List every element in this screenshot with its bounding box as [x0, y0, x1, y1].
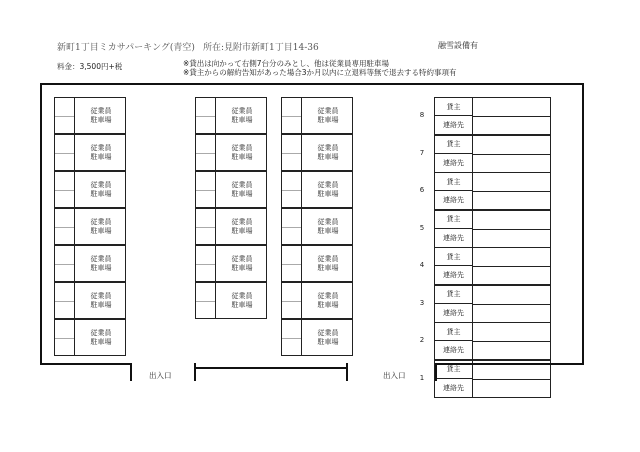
employee-bay-label-line1: 従業員: [317, 143, 339, 152]
bay-stub: [196, 209, 216, 244]
employee-bay-label-line1: 従業員: [90, 291, 112, 300]
employee-bay-label-line2: 駐車場: [90, 152, 112, 161]
employee-bay-label: [308, 292, 348, 310]
employee-bay-label-line1: 従業員: [317, 328, 339, 337]
terms-note-1: ※貸出は向かって右側7台分のみとし、他は従業員専用駐車場: [183, 59, 390, 68]
employee-bay-label-line2: 駐車場: [231, 226, 253, 235]
gate-post-center-left: [194, 363, 196, 381]
bay-stub-divider: [196, 301, 215, 302]
employee-bay-label: [81, 181, 121, 199]
employee-bay-label: [308, 144, 348, 162]
bay-stub-divider: [196, 227, 215, 228]
employee-bay-label-line1: 従業員: [90, 254, 112, 263]
employee-parking-bay: [195, 245, 267, 282]
bay-stub: [55, 283, 75, 318]
terms-note-2: ※貸主からの解約告知があった場合3か月以内に立退料等無で退去する特約事項有: [183, 68, 457, 77]
rental-parking-bay: [434, 210, 551, 248]
employee-bay-label: [222, 292, 262, 310]
bay-stub-divider: [282, 301, 301, 302]
rental-bay-divider: [473, 266, 550, 267]
rental-contact-label: 連絡先: [435, 304, 473, 322]
rental-bay-divider: [473, 379, 550, 380]
employee-bay-label: [81, 107, 121, 125]
rental-contact-label: 連絡先: [435, 266, 473, 284]
employee-bay-label-line1: 従業員: [90, 328, 112, 337]
bay-stub: [282, 246, 302, 281]
employee-bay-label-line2: 駐車場: [317, 189, 339, 198]
employee-bay-label: [222, 107, 262, 125]
employee-bay-label: [308, 107, 348, 125]
bay-stub: [55, 246, 75, 281]
employee-parking-bay: [54, 208, 126, 245]
rental-parking-bay: [434, 285, 551, 323]
employee-bay-label-line1: 従業員: [90, 106, 112, 115]
bay-stub: [55, 209, 75, 244]
boundary-wall-center: [194, 367, 348, 369]
lot-title: 新町1丁目ミカサパーキング(青空): [57, 43, 195, 53]
fee-text: 料金：3,500円+税: [57, 62, 123, 71]
employee-bay-label-line2: 駐車場: [231, 189, 253, 198]
employee-bay-label-line2: 駐車場: [317, 152, 339, 161]
bay-stub-divider: [282, 116, 301, 117]
employee-bay-label: [222, 144, 262, 162]
bay-stub-divider: [282, 338, 301, 339]
bay-stub: [196, 135, 216, 170]
rental-parking-bay: [434, 135, 551, 173]
gate-post-right: [435, 363, 437, 381]
employee-bay-label-line1: 従業員: [231, 217, 253, 226]
employee-bay-label: [222, 255, 262, 273]
employee-bay-label-line2: 駐車場: [231, 263, 253, 272]
employee-bay-label: [81, 292, 121, 310]
rental-bay-divider: [473, 341, 550, 342]
employee-bay-label-line1: 従業員: [317, 106, 339, 115]
employee-bay-label-line1: 従業員: [231, 291, 253, 300]
bay-stub-divider: [55, 190, 74, 191]
employee-bay-label-line1: 従業員: [231, 180, 253, 189]
bay-stub: [196, 283, 216, 318]
exit-right-label: 出入口: [383, 371, 406, 380]
rental-contact-label: 連絡先: [435, 191, 473, 209]
employee-bay-label-line1: 従業員: [317, 254, 339, 263]
rental-contact-label: 連絡先: [435, 116, 473, 134]
rental-contact-label: 連絡先: [435, 154, 473, 172]
employee-bay-label-line1: 従業員: [90, 217, 112, 226]
exit-left-label: 出入口: [149, 371, 172, 380]
employee-bay-label-line2: 駐車場: [317, 337, 339, 346]
bay-stub: [55, 320, 75, 355]
employee-bay-label-line1: 従業員: [317, 291, 339, 300]
rental-bay-number: 3: [419, 298, 425, 307]
rental-owner-label: 貸主: [435, 361, 473, 379]
employee-parking-bay: [195, 282, 267, 319]
employee-bay-label-line2: 駐車場: [317, 300, 339, 309]
employee-parking-bay: [281, 319, 353, 356]
employee-bay-label: [222, 181, 262, 199]
employee-parking-bay: [195, 208, 267, 245]
bay-stub-divider: [55, 301, 74, 302]
employee-bay-label-line2: 駐車場: [90, 337, 112, 346]
employee-parking-bay: [54, 245, 126, 282]
bay-stub-divider: [282, 264, 301, 265]
bay-stub-divider: [55, 227, 74, 228]
bay-stub: [196, 172, 216, 207]
rental-contact-label: 連絡先: [435, 341, 473, 359]
rental-bay-number: 8: [419, 111, 425, 119]
employee-bay-label-line1: 従業員: [231, 254, 253, 263]
bay-stub: [55, 172, 75, 207]
bay-stub-divider: [55, 153, 74, 154]
employee-bay-label-line1: 従業員: [90, 143, 112, 152]
employee-bay-label: [81, 255, 121, 273]
employee-parking-bay: [281, 245, 353, 282]
employee-parking-bay: [54, 171, 126, 208]
rental-bay-number: 2: [419, 336, 425, 344]
rental-parking-bay: [434, 97, 551, 135]
employee-bay-label-line2: 駐車場: [231, 300, 253, 309]
rental-bay-divider: [473, 304, 550, 305]
employee-parking-bay: [195, 97, 267, 134]
bay-stub-divider: [55, 264, 74, 265]
bay-stub: [55, 135, 75, 170]
employee-bay-label: [308, 181, 348, 199]
employee-parking-bay: [281, 282, 353, 319]
bay-stub: [282, 320, 302, 355]
bay-stub-divider: [55, 338, 74, 339]
employee-bay-label-line1: 従業員: [90, 180, 112, 189]
employee-bay-label: [308, 329, 348, 347]
rental-parking-bay: [434, 247, 551, 285]
bay-stub-divider: [196, 153, 215, 154]
bay-stub: [282, 283, 302, 318]
bay-stub: [196, 246, 216, 281]
employee-parking-bay: [195, 134, 267, 171]
employee-bay-label-line2: 駐車場: [90, 300, 112, 309]
employee-bay-label-line1: 従業員: [231, 143, 253, 152]
rental-parking-bay: [434, 172, 551, 210]
employee-bay-label-line2: 駐車場: [90, 226, 112, 235]
employee-bay-label-line2: 駐車場: [231, 152, 253, 161]
employee-bay-label-line2: 駐車場: [317, 115, 339, 124]
employee-bay-label-line2: 駐車場: [231, 115, 253, 124]
employee-bay-label: [81, 218, 121, 236]
gate-post-center-right: [346, 363, 348, 381]
bay-stub-divider: [282, 227, 301, 228]
employee-parking-bay: [54, 134, 126, 171]
bay-stub-divider: [55, 116, 74, 117]
bay-stub: [282, 135, 302, 170]
bay-stub-divider: [196, 190, 215, 191]
rental-owner-label: 貸主: [435, 173, 473, 191]
bay-stub-divider: [196, 116, 215, 117]
employee-bay-label-line1: 従業員: [231, 106, 253, 115]
terms-notes: [183, 59, 456, 77]
rental-parking-bay: [434, 360, 551, 398]
employee-parking-bay: [281, 97, 353, 134]
bay-stub-divider: [196, 264, 215, 265]
bay-stub: [282, 209, 302, 244]
employee-bay-label: [308, 255, 348, 273]
rental-owner-label: 貸主: [435, 286, 473, 304]
bay-stub: [282, 98, 302, 133]
bay-stub: [196, 98, 216, 133]
boundary-wall-right: [435, 363, 584, 365]
rental-owner-label: 貸主: [435, 248, 473, 266]
employee-bay-label-line2: 駐車場: [317, 226, 339, 235]
employee-parking-bay: [281, 208, 353, 245]
snow-melting-note: 融雪設備有: [438, 41, 478, 50]
rental-bay-number: 7: [419, 148, 425, 157]
employee-bay-label-line1: 従業員: [317, 180, 339, 189]
rental-bay-number: 1: [419, 373, 425, 382]
rental-bay-divider: [473, 191, 550, 192]
rental-bay-number: 6: [419, 186, 425, 194]
boundary-wall-left: [40, 363, 132, 365]
employee-bay-label-line2: 駐車場: [90, 115, 112, 124]
rental-bay-divider: [473, 229, 550, 230]
bay-stub: [282, 172, 302, 207]
employee-bay-label-line1: 従業員: [317, 217, 339, 226]
employee-bay-label: [222, 218, 262, 236]
rental-bay-divider: [473, 116, 550, 117]
bay-stub-divider: [282, 153, 301, 154]
employee-bay-label: [81, 329, 121, 347]
employee-bay-label: [308, 218, 348, 236]
rental-bay-number: 5: [419, 223, 425, 232]
bay-stub: [55, 98, 75, 133]
employee-parking-bay: [54, 97, 126, 134]
employee-parking-bay: [54, 319, 126, 356]
rental-bay-divider: [473, 154, 550, 155]
rental-contact-label: 連絡先: [435, 379, 473, 397]
employee-bay-label-line2: 駐車場: [90, 263, 112, 272]
employee-parking-bay: [195, 171, 267, 208]
employee-parking-bay: [281, 171, 353, 208]
lot-address: 所在:見附市新町1丁目14-36: [203, 43, 319, 53]
rental-parking-bay: [434, 322, 551, 360]
employee-bay-label: [81, 144, 121, 162]
employee-parking-bay: [54, 282, 126, 319]
rental-owner-label: 貸主: [435, 323, 473, 341]
rental-contact-label: 連絡先: [435, 229, 473, 247]
rental-owner-label: 貸主: [435, 211, 473, 229]
rental-owner-label: 貸主: [435, 98, 473, 116]
bay-stub-divider: [282, 190, 301, 191]
rental-owner-label: 貸主: [435, 136, 473, 154]
gate-post-left: [130, 363, 132, 381]
employee-parking-bay: [281, 134, 353, 171]
rental-bay-number: 4: [419, 261, 425, 269]
employee-bay-label-line2: 駐車場: [317, 263, 339, 272]
employee-bay-label-line2: 駐車場: [90, 189, 112, 198]
